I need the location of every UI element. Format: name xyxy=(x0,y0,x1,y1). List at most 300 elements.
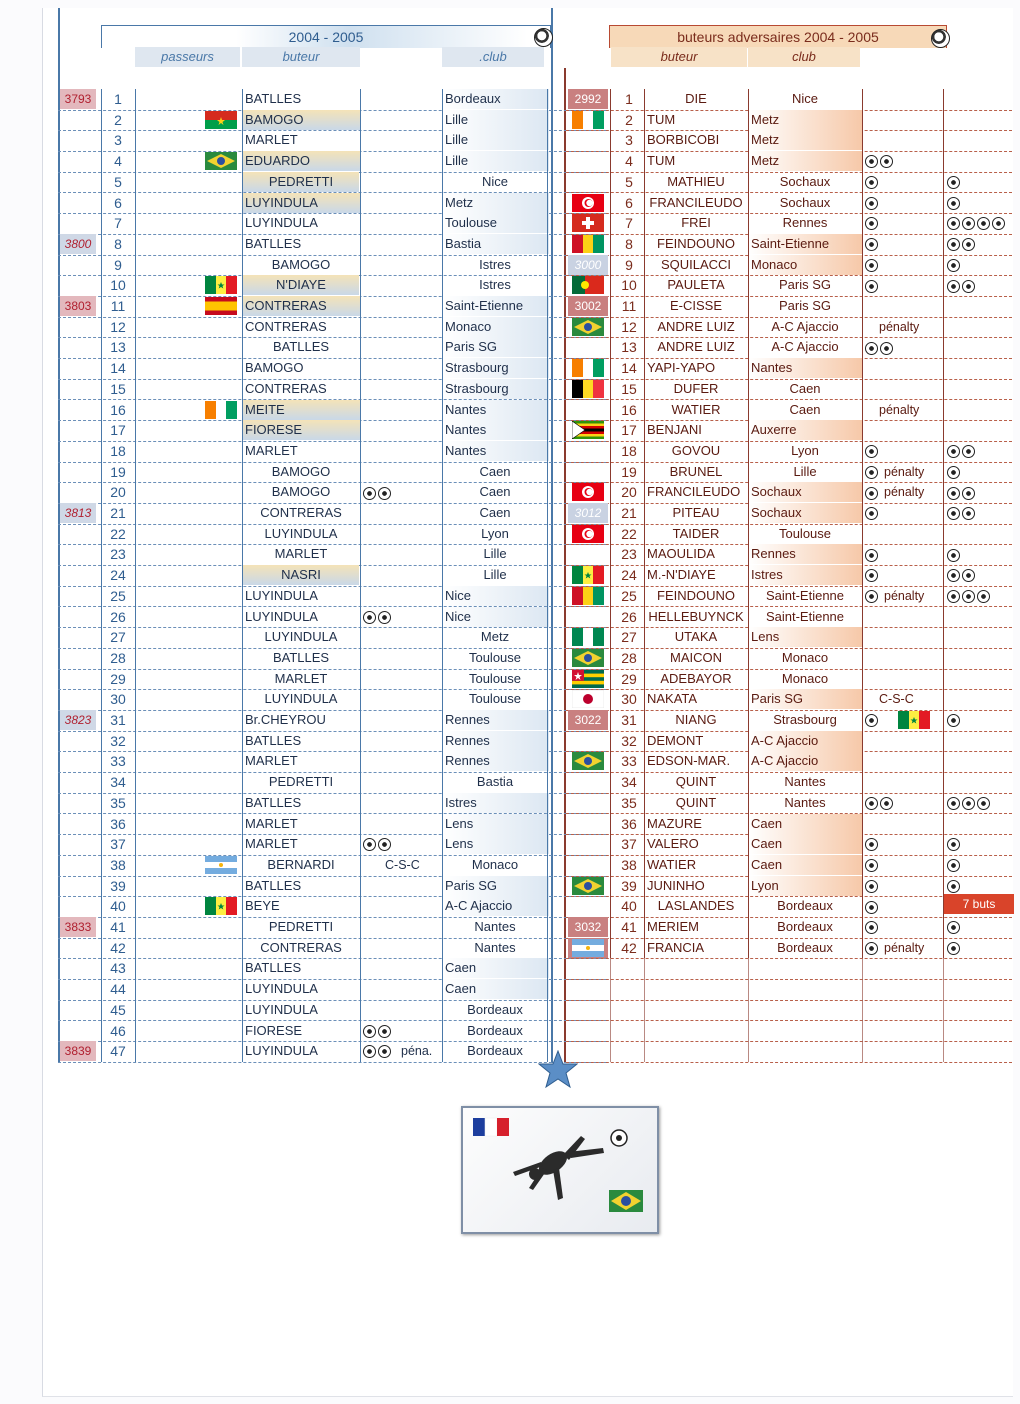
football-icon xyxy=(880,797,893,810)
row-cells xyxy=(0,648,1020,669)
row-cells xyxy=(0,751,1020,772)
player-name: FIORESE xyxy=(243,420,361,440)
goal-detail-alt xyxy=(947,565,977,585)
goal-detail-alt xyxy=(947,938,962,958)
row-number: 26 xyxy=(621,608,637,625)
row-number: 15 xyxy=(110,380,126,397)
brazil-flag-icon xyxy=(572,318,604,336)
player-name: ADEBAYOR xyxy=(660,670,732,686)
row-number: 39 xyxy=(621,877,637,894)
club-name: Bordeaux xyxy=(467,1043,523,1059)
football-icon xyxy=(962,569,975,582)
row-number: 30 xyxy=(110,691,126,708)
row-number: 13 xyxy=(621,339,637,356)
player-name: ANDRE LUIZ xyxy=(657,339,735,355)
row-number: 32 xyxy=(621,732,637,749)
player-name: DUFER xyxy=(673,380,719,396)
goal-detail-alt xyxy=(947,172,962,192)
club-name: Bordeaux xyxy=(777,919,833,934)
player-name: BRUNEL xyxy=(669,463,723,479)
row-cells xyxy=(0,462,1020,483)
row-cells xyxy=(0,814,1020,835)
row-cells xyxy=(0,689,1020,710)
column-separator xyxy=(748,89,749,958)
row-number: 42 xyxy=(110,939,126,956)
player-name: FIORESE xyxy=(245,1022,303,1038)
football-icon xyxy=(947,880,960,893)
player-name: MEITE xyxy=(243,400,361,420)
goal-detail xyxy=(865,441,880,461)
nigeria-flag-icon xyxy=(572,628,604,646)
football-icon xyxy=(880,155,893,168)
ivory-flag-icon xyxy=(572,359,604,377)
player-name: BEYE xyxy=(245,898,280,914)
football-icon xyxy=(880,342,893,355)
football-icon xyxy=(962,238,975,251)
row-number: 4 xyxy=(114,153,122,170)
row-number: 22 xyxy=(110,525,126,542)
column-separator xyxy=(610,89,611,958)
row-number: 23 xyxy=(110,546,126,563)
row-code: 3839 xyxy=(60,1041,96,1061)
column-separator xyxy=(610,958,611,1062)
club-name: Paris SG xyxy=(778,277,831,293)
row-number: 17 xyxy=(621,422,637,439)
football-icon xyxy=(947,280,960,293)
goal-detail xyxy=(865,255,880,275)
row-code: 3800 xyxy=(60,234,96,254)
player-name: MARLET xyxy=(274,670,328,686)
row-cells xyxy=(0,337,1020,358)
football-icon xyxy=(947,942,960,955)
player-name: E-CISSE xyxy=(669,298,722,313)
row-cells xyxy=(0,193,1020,214)
player-name: NAKATA xyxy=(647,691,698,707)
row-number: 28 xyxy=(621,649,637,666)
goal-detail xyxy=(865,234,880,254)
row-number: 25 xyxy=(110,587,126,604)
football-icon xyxy=(947,549,960,562)
right-header xyxy=(609,25,947,48)
football-icon xyxy=(865,714,878,727)
player-name: FRANCILEUDO xyxy=(649,194,743,210)
goal-detail xyxy=(865,503,880,523)
club-name: Toulouse xyxy=(443,213,549,233)
football-icon xyxy=(865,466,878,479)
row-number: 27 xyxy=(621,629,637,646)
club-name: Bordeaux xyxy=(777,898,833,914)
club-name: Rennes xyxy=(443,751,549,771)
row-number: 3 xyxy=(625,132,633,149)
club-name: Istres xyxy=(443,793,549,813)
row-number: 33 xyxy=(110,753,126,770)
club-name: Sochaux xyxy=(749,482,863,502)
football-icon xyxy=(865,797,878,810)
goal-detail xyxy=(865,896,880,916)
club-name: Strasbourg xyxy=(773,712,837,727)
football-icon xyxy=(962,487,975,500)
row-number: 18 xyxy=(110,442,126,459)
club-name: Bordeaux xyxy=(467,1001,523,1017)
goal-detail-alt xyxy=(947,917,962,937)
row-number: 2 xyxy=(625,111,633,128)
club-name: Paris SG xyxy=(443,337,549,357)
row-number: 20 xyxy=(621,484,637,501)
column-separator xyxy=(644,958,645,1062)
club-name: Sochaux xyxy=(749,503,863,523)
football-icon xyxy=(865,880,878,893)
club-name: Lyon xyxy=(749,876,863,896)
row-cells xyxy=(0,627,1020,648)
football-icon xyxy=(865,280,878,293)
club-name: A-C Ajaccio xyxy=(749,731,863,751)
club-name: Bordeaux xyxy=(777,939,833,955)
player-name: LUYINDULA xyxy=(245,587,318,603)
club-name: Saint-Etienne xyxy=(765,587,845,603)
club-name: Bordeaux xyxy=(467,1022,523,1038)
empty-row xyxy=(566,1041,1012,1063)
senegal-flag-icon xyxy=(898,711,930,729)
player-name: LUYINDULA xyxy=(245,608,318,624)
club-name: Metz xyxy=(749,151,863,171)
football-icon xyxy=(865,549,878,562)
row-cells xyxy=(0,586,1020,607)
club-name: Monaco xyxy=(443,317,549,337)
row-code: 3012 xyxy=(568,503,608,523)
club-name: Caen xyxy=(789,380,821,396)
goal-detail-alt xyxy=(947,213,1007,233)
row-number: 43 xyxy=(110,960,126,977)
right-title: buteurs adversaires 2004 - 2005 xyxy=(677,29,879,45)
player-name: BATLLES xyxy=(245,877,302,893)
row-code: 3793 xyxy=(60,89,96,109)
player-name: BAMOGO xyxy=(271,463,331,479)
note-text: C-S-C xyxy=(385,857,420,872)
row-number: 27 xyxy=(110,629,126,646)
col-club-header: .club xyxy=(442,47,544,67)
club-name: Nice xyxy=(791,91,818,106)
player-name: MERIEM xyxy=(647,919,699,934)
football-icon xyxy=(962,507,975,520)
row-number: 5 xyxy=(625,173,633,190)
club-name: Rennes xyxy=(443,710,549,730)
row-cells xyxy=(0,710,1020,731)
player-name: BATLLES xyxy=(245,794,302,810)
club-name: Istres xyxy=(479,277,511,293)
football-icon xyxy=(865,487,878,500)
club-name: Bastia xyxy=(476,774,514,790)
football-icon xyxy=(977,797,990,810)
football-icon xyxy=(865,569,878,582)
player-name: LUYINDULA xyxy=(264,525,338,541)
row-number: 6 xyxy=(625,194,633,211)
row-cells xyxy=(0,565,1020,586)
football-icon xyxy=(865,238,878,251)
col-buteur-header: buteur xyxy=(242,47,360,67)
club-name: Nantes xyxy=(443,400,549,420)
row-number: 40 xyxy=(621,898,637,915)
note-text: pénalty xyxy=(884,464,925,479)
football-icon xyxy=(947,466,960,479)
football-icon xyxy=(947,176,960,189)
row-cells xyxy=(0,669,1020,690)
row-number: 9 xyxy=(114,256,122,273)
row-number: 7 xyxy=(625,215,633,232)
row-number: 36 xyxy=(621,815,637,832)
goal-detail xyxy=(865,565,880,585)
club-name: Nantes xyxy=(443,420,549,440)
row-cells xyxy=(0,420,1020,441)
row-code: 3823 xyxy=(60,710,96,730)
player-name: LUYINDULA xyxy=(264,629,338,645)
row-cells xyxy=(0,151,1020,172)
football-icon xyxy=(865,155,878,168)
football-icon xyxy=(962,217,975,230)
club-name: Saint-Etienne xyxy=(765,608,845,624)
row-number: 16 xyxy=(110,401,126,418)
row-number: 11 xyxy=(621,298,637,314)
club-name: Caen xyxy=(749,814,863,834)
row-code: 3803 xyxy=(60,296,96,316)
row-number: 23 xyxy=(621,546,637,563)
club-name: Nantes xyxy=(784,794,826,810)
row-cells xyxy=(0,89,1020,110)
player-name: LUYINDULA xyxy=(245,1043,318,1059)
player-name: DIE xyxy=(685,91,707,106)
player-name: PEDRETTI xyxy=(268,919,334,934)
row-cells xyxy=(0,544,1020,565)
player-name: DEMONT xyxy=(647,732,704,748)
player-name: MATHIEU xyxy=(667,173,725,189)
football-icon xyxy=(865,197,878,210)
row-number: 42 xyxy=(621,939,637,956)
row-number: 26 xyxy=(110,608,126,625)
player-name: LUYINDULA xyxy=(264,691,338,707)
player-name: BENJANI xyxy=(647,422,702,438)
row-number: 7 xyxy=(114,215,122,232)
row-number: 8 xyxy=(114,235,122,252)
france-flag-icon xyxy=(473,1118,509,1136)
football-icon xyxy=(378,1045,391,1058)
row-number: 13 xyxy=(110,339,126,356)
guinea-flag-icon xyxy=(572,587,604,605)
row-cells xyxy=(0,213,1020,234)
star-icon xyxy=(538,1050,578,1088)
player-name: Br.CHEYROU xyxy=(245,712,326,727)
row-number: 36 xyxy=(110,815,126,832)
belgium-flag-icon xyxy=(572,380,604,398)
football-icon xyxy=(865,859,878,872)
row-number: 31 xyxy=(110,712,126,728)
player-name: PEDRETTI xyxy=(268,774,334,790)
togo-flag-icon xyxy=(572,670,604,688)
football-icon xyxy=(534,28,553,47)
row-number: 31 xyxy=(621,712,637,728)
note-text: pénalty xyxy=(884,940,925,955)
player-name: BERNARDI xyxy=(267,856,335,872)
row-number: 17 xyxy=(110,422,126,439)
football-icon xyxy=(947,838,960,851)
football-icon xyxy=(865,507,878,520)
row-number: 29 xyxy=(621,670,637,687)
row-number: 19 xyxy=(621,463,637,480)
club-name: Caen xyxy=(443,979,549,999)
row-number: 9 xyxy=(625,256,633,273)
note-text: pénalty xyxy=(879,319,920,334)
club-name: Lille xyxy=(443,130,549,150)
row-cells xyxy=(0,172,1020,193)
row-cells xyxy=(0,234,1020,255)
player-name: BAMOGO xyxy=(271,484,331,500)
column-separator xyxy=(862,958,863,1062)
row-number: 12 xyxy=(110,318,126,335)
player-name: YAPI-YAPO xyxy=(647,360,716,376)
player-name: CONTRERAS xyxy=(260,505,342,520)
player-name: FRANCIA xyxy=(647,939,705,955)
club-name: Caen xyxy=(479,484,511,500)
brazil-flag-icon xyxy=(572,877,604,895)
column-separator xyxy=(644,89,645,958)
club-name: Caen xyxy=(749,834,863,854)
row-cells xyxy=(0,275,1020,296)
bicycle-kick-emblem xyxy=(463,1108,657,1232)
season-title: 2004 - 2005 xyxy=(288,29,364,45)
row-number: 15 xyxy=(621,380,637,397)
football-icon xyxy=(992,217,1005,230)
goal-detail-alt xyxy=(947,544,962,564)
goal-detail xyxy=(865,855,880,875)
football-icon xyxy=(947,507,960,520)
row-number: 18 xyxy=(621,442,637,459)
football-icon xyxy=(865,217,878,230)
player-name: TUM xyxy=(647,153,676,169)
club-name: Monaco xyxy=(471,856,519,872)
player-name: FRANCILEUDO xyxy=(647,484,741,500)
goal-detail-alt xyxy=(947,441,977,461)
empty-row xyxy=(566,958,1012,980)
football-icon xyxy=(947,238,960,251)
col-opp-club-header: club xyxy=(748,47,860,67)
football-icon xyxy=(865,590,878,603)
player-name: VALERO xyxy=(647,836,699,852)
player-name: M.-N'DIAYE xyxy=(647,567,716,583)
row-cells xyxy=(0,441,1020,462)
football-icon xyxy=(977,217,990,230)
row-cells xyxy=(0,255,1020,276)
player-name: MAOULIDA xyxy=(647,546,715,562)
tunisia-flag-icon xyxy=(572,483,604,501)
goal-detail-alt xyxy=(947,193,962,213)
player-name: HELLEBUYNCK xyxy=(648,608,744,624)
goal-detail-alt xyxy=(947,234,977,254)
row-number: 28 xyxy=(110,649,126,666)
club-name: Caen xyxy=(479,463,511,479)
row-number: 37 xyxy=(110,836,126,853)
goal-detail-alt xyxy=(947,876,962,896)
club-name: Monaco xyxy=(781,649,829,665)
player-name: BATLLES xyxy=(245,732,302,748)
row-number: 20 xyxy=(110,484,126,501)
club-name: Rennes xyxy=(782,215,828,231)
row-number: 47 xyxy=(110,1043,126,1060)
column-separator xyxy=(862,89,863,958)
player-name: EDSON-MAR. xyxy=(647,753,731,769)
emblem-box xyxy=(461,1106,659,1234)
column-separator xyxy=(748,958,749,1062)
row-cells xyxy=(0,607,1020,628)
player-name: QUINT xyxy=(675,794,717,810)
brazil-flag-icon xyxy=(572,752,604,770)
column-separator xyxy=(943,958,944,1062)
player-name: MARLET xyxy=(245,132,298,148)
goal-detail-alt xyxy=(947,503,977,523)
club-name: Nice xyxy=(481,173,508,189)
row-cells xyxy=(0,130,1020,151)
row-cells xyxy=(0,503,1020,524)
club-name: Metz xyxy=(749,110,863,130)
club-name: Rennes xyxy=(443,731,549,751)
club-name: Sochaux xyxy=(779,194,831,210)
player-name: LUYINDULA xyxy=(243,193,361,213)
club-name: Paris SG xyxy=(443,876,549,896)
goal-detail xyxy=(865,876,880,896)
football-icon xyxy=(865,838,878,851)
bicycle-kick-silhouette-icon xyxy=(513,1136,604,1200)
football-icon xyxy=(962,445,975,458)
row-code: 3000 xyxy=(568,255,608,275)
football-icon xyxy=(947,590,960,603)
club-name: Caen xyxy=(749,855,863,875)
goal-detail xyxy=(865,275,880,295)
goal-detail xyxy=(865,689,914,709)
football-icon xyxy=(363,1025,376,1038)
row-number: 35 xyxy=(621,794,637,811)
club-name: A-C Ajaccio xyxy=(771,339,839,355)
goal-detail-alt xyxy=(947,482,977,502)
goal-detail-alt xyxy=(947,834,962,854)
club-name: Nantes xyxy=(474,939,516,955)
player-name: MARLET xyxy=(274,546,328,562)
player-name: BORBICOBI xyxy=(647,132,720,148)
player-name: GOVOU xyxy=(671,442,721,458)
note-text: pénalty xyxy=(884,588,925,603)
club-name: Metz xyxy=(443,193,549,213)
football-icon xyxy=(947,797,960,810)
club-name: Nice xyxy=(443,607,549,627)
club-name: Toulouse xyxy=(778,525,832,541)
note-text: pénalty xyxy=(884,485,925,500)
goal-detail xyxy=(865,462,924,482)
club-name: Nantes xyxy=(784,774,826,790)
row-code: 3022 xyxy=(568,710,608,730)
total-goals-box: 7 buts xyxy=(944,894,1014,914)
player-name: BATLLES xyxy=(245,235,302,251)
note-text: pénalty xyxy=(879,402,920,417)
club-name: Lille xyxy=(483,567,507,583)
goal-detail xyxy=(363,1041,432,1061)
player-name: MARLET xyxy=(245,836,298,852)
club-name: Lyon xyxy=(791,442,819,458)
row-number: 24 xyxy=(110,567,126,584)
row-cells xyxy=(0,317,1020,338)
empty-row xyxy=(566,979,1012,1001)
row-number: 2 xyxy=(114,111,122,128)
row-cells xyxy=(0,296,1020,317)
tunisia-flag-icon xyxy=(572,525,604,543)
football-icon xyxy=(865,445,878,458)
club-name: Metz xyxy=(480,629,510,645)
player-name: EDUARDO xyxy=(243,151,361,171)
